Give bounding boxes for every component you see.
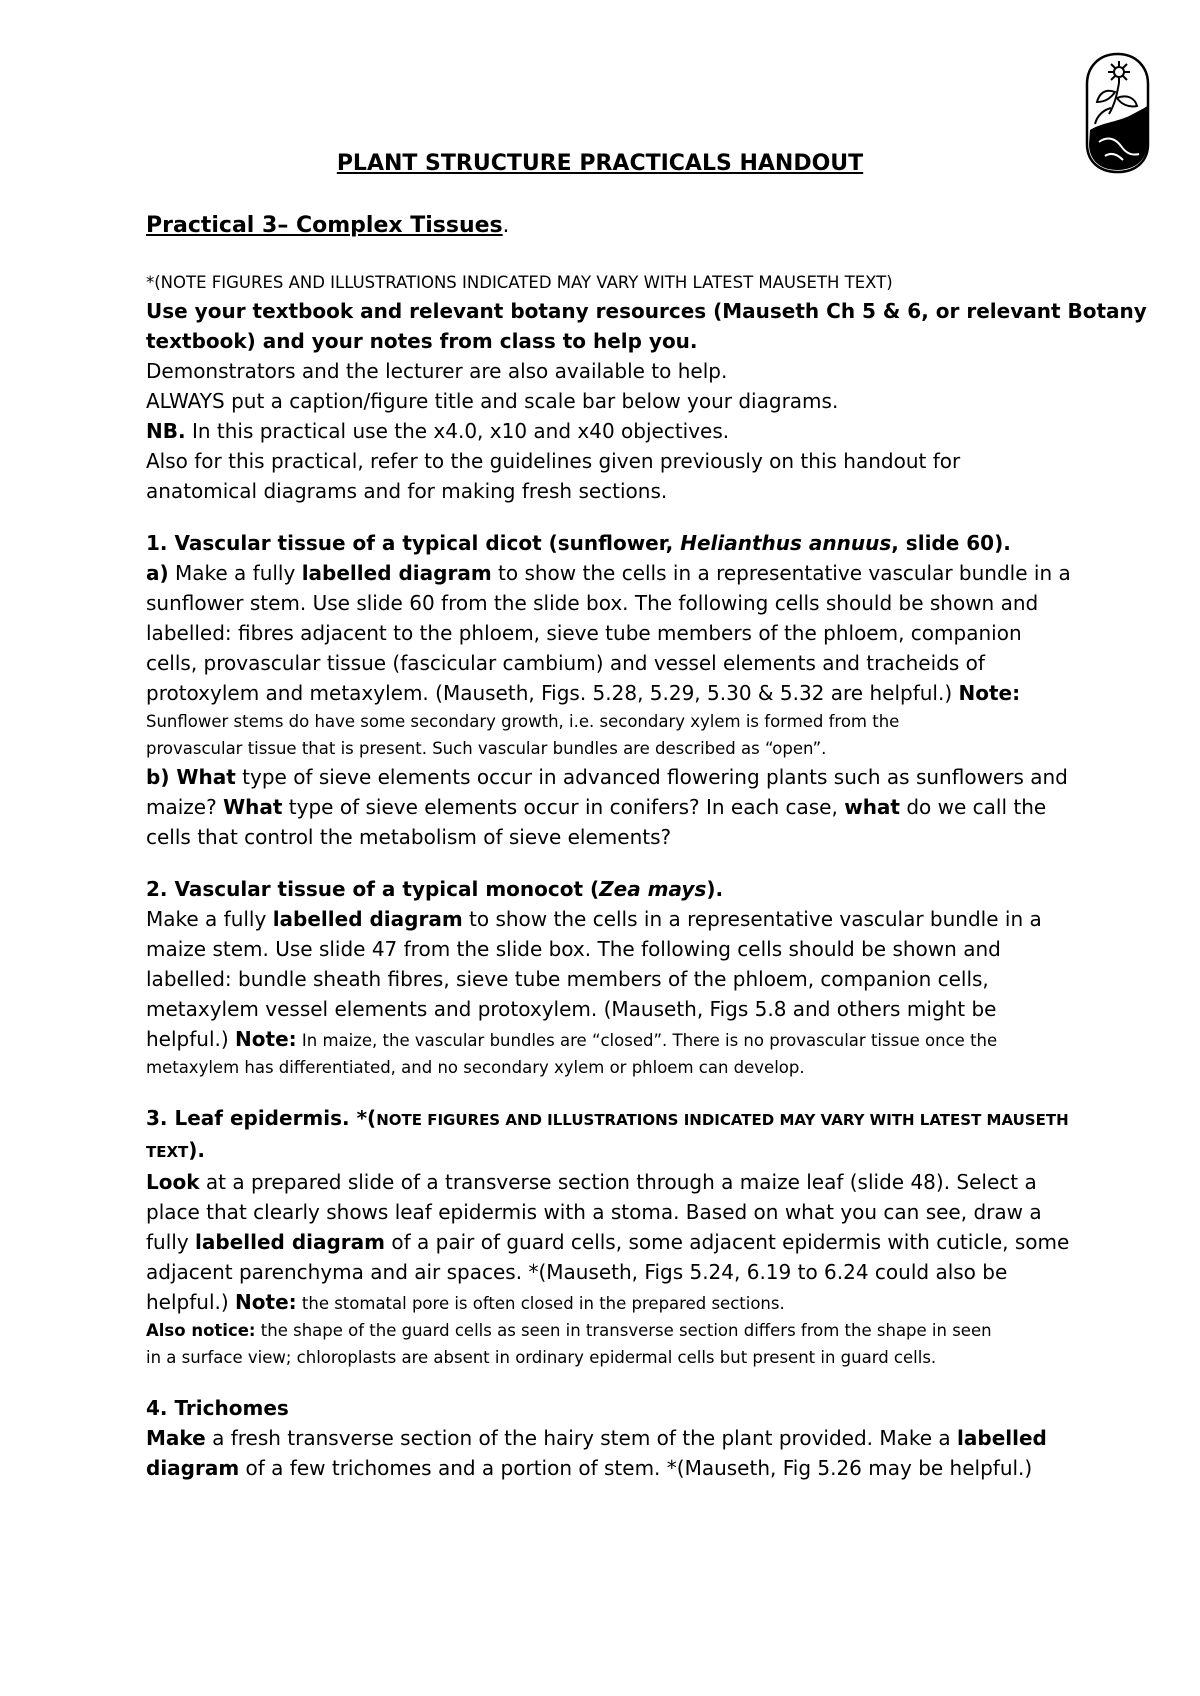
- s3-note-label: Note:: [235, 1290, 297, 1314]
- s3-l3-b: of a pair of guard cells, some adjacent epidermis with cuticle, some: [385, 1230, 1070, 1254]
- section-1-species: Helianthus annuus: [680, 531, 892, 555]
- s1-a-line-4: cells, provascular tissue (fascicular cambium) and vessel elements and tracheids of: [146, 651, 985, 675]
- section-3-note-open: *(: [349, 1106, 377, 1130]
- guidelines-line-1: Also for this practical, refer to the guidelines given previously on this handout for: [146, 449, 961, 473]
- section-3-note-close: ).: [188, 1138, 206, 1162]
- section-3-note: NOTE FIGURES AND ILLUSTRATIONS INDICATED MAY VARY WITH LATEST MAUSETH: [376, 1111, 1069, 1129]
- s1-b-line-3: cells that control the metabolism of sieve elements?: [146, 825, 672, 849]
- practical-heading-text: Practical 3– Complex Tissues: [146, 213, 503, 238]
- s1-a-line-7: provascular tissue that is present. Such vascular bundles are described as “open”.: [146, 739, 827, 758]
- section-3-note-2: TEXT: [146, 1143, 189, 1161]
- caption-instruction: ALWAYS put a caption/figure title and scale bar below your diagrams.: [146, 389, 839, 413]
- s4-l1-bold: labelled: [957, 1426, 1047, 1450]
- s1-a-line-2: sunflower stem. Use slide 60 from the slide box. The following cells should be shown and: [146, 591, 1039, 615]
- s2-line-4: metaxylem vessel elements and protoxylem. (Mauseth, Figs 5.8 and others might be: [146, 997, 997, 1021]
- practical-heading: [146, 210, 1076, 241]
- s3-l6-b: the shape of the guard cells as seen in transverse section differs from the shape in seen: [255, 1321, 992, 1340]
- s1-a-line-5: [146, 678, 1076, 708]
- section-4-heading: 4. Trichomes: [146, 1396, 289, 1420]
- s3-l1-b: at a prepared slide of a transverse section through a maize leaf (slide 48). Select a: [199, 1170, 1037, 1194]
- s3-l3-a: fully: [146, 1230, 196, 1254]
- part-a-label: a): [146, 561, 169, 585]
- section-2-heading: [146, 874, 1076, 904]
- s3-also-notice-label: Also notice:: [146, 1321, 256, 1340]
- s2-line-5: [146, 1024, 1076, 1054]
- s4-make: Make: [146, 1426, 206, 1450]
- section-1-heading: [146, 528, 1076, 558]
- section-3-heading-cont: [146, 1135, 1076, 1167]
- s2-line-3: labelled: bundle sheath fibres, sieve tube members of the phloem, companion cells,: [146, 967, 989, 991]
- s2-line-6: metaxylem has differentiated, and no secondary xylem or phloem can develop.: [146, 1058, 805, 1077]
- s1-a-line-1: [146, 558, 1076, 588]
- s1-b1-what: What: [169, 765, 236, 789]
- s3-look: Look: [146, 1170, 200, 1194]
- section-2-species: Zea mays: [599, 877, 707, 901]
- s1-b2-a: maize?: [146, 795, 224, 819]
- s2-line-2: maize stem. Use slide 47 from the slide box. The following cells should be shown and: [146, 937, 1001, 961]
- section-1-heading-a: 1. Vascular tissue of a typical dicot (sunflower,: [146, 531, 681, 555]
- guidelines-line-2: anatomical diagrams and for making fresh sections.: [146, 479, 668, 503]
- s2-l5-b: In maize, the vascular bundles are “closed”. There is no provascular tissue once the: [296, 1031, 998, 1050]
- s1-b2-c: do we call the: [900, 795, 1047, 819]
- demonstrators-line: Demonstrators and the lecturer are also available to help.: [146, 359, 728, 383]
- s3-l5-b: the stomatal pore is often closed in the prepared sections.: [296, 1294, 785, 1313]
- s1-a5-note-label: Note:: [958, 681, 1021, 705]
- section-2-heading-a: 2. Vascular tissue of a typical monocot (: [146, 877, 600, 901]
- s1-b-line-1: [146, 762, 1076, 792]
- section-3-heading: [146, 1103, 1076, 1135]
- s2-l1-bold: labelled diagram: [272, 907, 463, 931]
- s1-a-line-6: Sunflower stems do have some secondary growth, i.e. secondary xylem is formed from the: [146, 712, 900, 731]
- s3-line-5: [146, 1287, 1076, 1317]
- nb-label: NB.: [146, 419, 186, 443]
- section-3-heading-text: 3. Leaf epidermis.: [146, 1106, 350, 1130]
- s3-line-3: [146, 1227, 1076, 1257]
- s3-line-1: [146, 1167, 1076, 1197]
- s3-line-6: [146, 1317, 1076, 1344]
- s3-line-7: in a surface view; chloroplasts are absent in ordinary epidermal cells but present in guard cells.: [146, 1348, 937, 1367]
- section-2-heading-b: ).: [706, 877, 724, 901]
- section-1-heading-b: , slide 60).: [891, 531, 1011, 555]
- s4-l2-b: of a few trichomes and a portion of stem. *(Mauseth, Fig 5.26 may be helpful.): [239, 1456, 1033, 1480]
- s1-a5: protoxylem and metaxylem. (Mauseth, Figs. 5.28, 5.29, 5.30 & 5.32 are helpful.): [146, 681, 959, 705]
- s1-a1-b: to show the cells in a representative vascular bundle in a: [491, 561, 1071, 585]
- document-body: [146, 210, 1147, 1483]
- s2-l1-b: to show the cells in a representative vascular bundle in a: [462, 907, 1042, 931]
- s4-line-2: [146, 1453, 1076, 1483]
- s2-l1-a: Make a fully: [146, 907, 273, 931]
- s3-l5-a: helpful.): [146, 1290, 236, 1314]
- practical-heading-dot: .: [502, 213, 510, 237]
- s1-b-line-2: [146, 792, 1076, 822]
- s2-note-label: Note:: [235, 1027, 297, 1051]
- s1-b2-b: type of sieve elements occur in conifers? In each case,: [282, 795, 845, 819]
- resources-line-1: Use your textbook and relevant botany resources (Mauseth Ch 5 & 6, or relevant Botany: [146, 299, 1147, 323]
- s1-b2-what2: what: [844, 795, 900, 819]
- s4-l2-bold: diagram: [146, 1456, 240, 1480]
- s1-a1-bold: labelled diagram: [301, 561, 492, 585]
- s2-line-1: [146, 904, 1076, 934]
- s4-line-1: [146, 1423, 1076, 1453]
- s1-b2-what: What: [223, 795, 283, 819]
- nb-line: [146, 416, 1076, 446]
- s1-b1-rest: type of sieve elements occur in advanced flowering plants such as sunflowers and: [235, 765, 1068, 789]
- s3-line-2: place that clearly shows leaf epidermis with a stoma. Based on what you can see, draw a: [146, 1200, 1042, 1224]
- nb-text: In this practical use the x4.0, x10 and x40 objectives.: [185, 419, 730, 443]
- mauseth-note: *(NOTE FIGURES AND ILLUSTRATIONS INDICATED MAY VARY WITH LATEST MAUSETH TEXT): [146, 273, 893, 292]
- s1-a-line-3: labelled: fibres adjacent to the phloem, sieve tube members of the phloem, companion: [146, 621, 1022, 645]
- document-title: PLANT STRUCTURE PRACTICALS HANDOUT: [336, 151, 864, 176]
- s1-a1-a: Make a fully: [168, 561, 302, 585]
- resources-line-2: textbook) and your notes from class to help you.: [146, 329, 698, 353]
- part-b-label: b): [146, 765, 170, 789]
- s3-line-4: adjacent parenchyma and air spaces. *(Mauseth, Figs 5.24, 6.19 to 6.24 could also be: [146, 1260, 1008, 1284]
- s3-l3-bold: labelled diagram: [195, 1230, 386, 1254]
- s2-l5-a: helpful.): [146, 1027, 236, 1051]
- s4-l1-b: a fresh transverse section of the hairy stem of the plant provided. Make a: [205, 1426, 958, 1450]
